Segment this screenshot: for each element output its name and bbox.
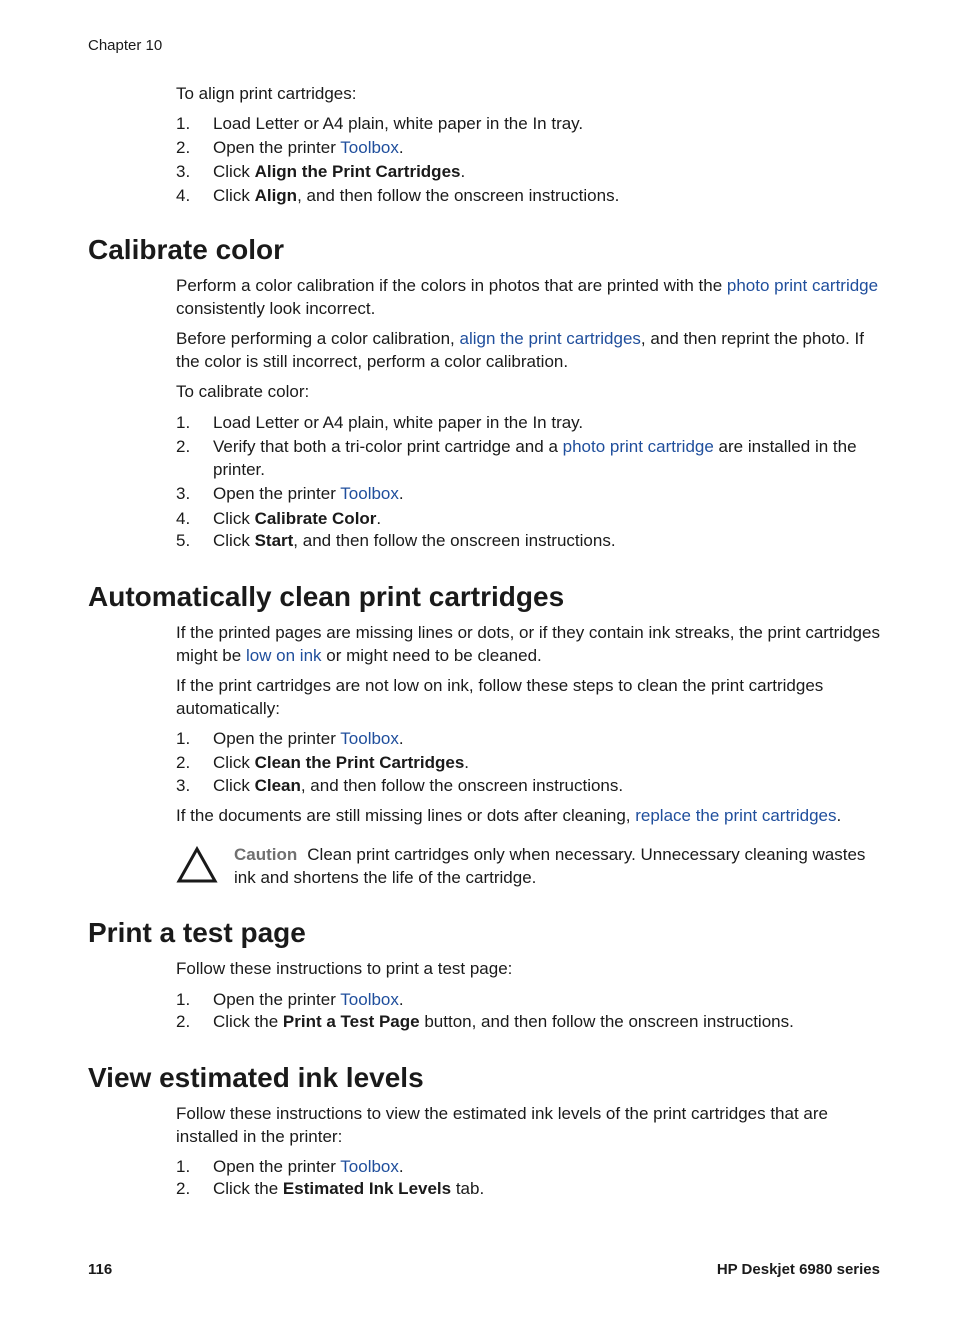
step-number: 1.: [176, 1157, 191, 1176]
toolbox-link[interactable]: Toolbox: [340, 484, 399, 503]
step-bold: Clean the Print Cartridges: [254, 753, 465, 772]
caution-label: Caution: [234, 845, 298, 864]
step-text: Open the printer: [213, 138, 341, 157]
step-text: Load Letter or A4 plain, white paper in the In tray.: [213, 413, 584, 432]
step-number: 1.: [176, 990, 191, 1009]
photo-print-cartridge-link[interactable]: photo print cartridge: [562, 437, 714, 456]
step-text-end: .: [398, 484, 404, 503]
step-number: 4.: [176, 509, 191, 528]
clean-paragraph-1: [176, 621, 886, 667]
replace-cartridges-link[interactable]: replace the print cartridges: [635, 806, 837, 825]
calibrate-intro: To calibrate color:: [176, 382, 310, 401]
step-text-end: button, and then follow the onscreen instructions.: [419, 1012, 794, 1031]
chapter-header: Chapter 10: [88, 37, 163, 54]
step-text: Open the printer: [213, 484, 341, 503]
step-text: Verify that both a tri-color print cartridge and a: [213, 437, 563, 456]
clean-paragraph-3: [176, 804, 896, 827]
product-name: HP Deskjet 6980 series: [716, 1261, 880, 1278]
step-text: Click the: [213, 1179, 283, 1198]
align-cartridges-link[interactable]: align the print cartridges: [459, 329, 641, 348]
step-text-end: .: [376, 509, 382, 528]
calibrate-heading: Calibrate color: [88, 234, 285, 265]
test-page-intro: Follow these instructions to print a test page:: [176, 959, 513, 978]
step-text: Click: [213, 776, 255, 795]
calibrate-paragraph-2: [176, 327, 886, 373]
step-text-end: are installed in the printer.: [213, 437, 857, 479]
step-text: Click: [213, 509, 255, 528]
step-number: 1.: [176, 729, 191, 748]
para-text: Before performing a color calibration,: [176, 329, 460, 348]
clean-paragraph-2: If the print cartridges are not low on ink, follow these steps to clean the print cartridges automatically:: [176, 676, 824, 718]
caution-icon: [176, 846, 218, 884]
ink-levels-intro: Follow these instructions to view the estimated ink levels of the print cartridges that are installed in the printer:: [176, 1104, 828, 1146]
step-text: Click: [213, 531, 255, 550]
para-text-end: , and then reprint the photo. If the color is still incorrect, perform a color calibration.: [176, 329, 864, 371]
para-text-end: or might need to be cleaned.: [321, 646, 542, 665]
page-number: 116: [88, 1261, 113, 1278]
step-bold: Print a Test Page: [282, 1012, 420, 1031]
step-text: Click the: [213, 1012, 283, 1031]
toolbox-link[interactable]: Toolbox: [340, 990, 399, 1009]
step-bold: Clean: [254, 776, 301, 795]
step-text-end: tab.: [451, 1179, 485, 1198]
step-bold: Align the Print Cartridges: [254, 162, 461, 181]
step-number: 5.: [176, 531, 191, 550]
toolbox-link[interactable]: Toolbox: [340, 1157, 399, 1176]
step-number: 2.: [176, 1179, 191, 1198]
photo-print-cartridge-link[interactable]: photo print cartridge: [726, 276, 879, 295]
step-text: Click: [213, 753, 255, 772]
step-text-end: .: [398, 1157, 404, 1176]
step-text: Open the printer: [213, 990, 341, 1009]
ink-levels-heading: View estimated ink levels: [88, 1062, 424, 1093]
para-text-end: consistently look incorrect.: [176, 299, 376, 318]
caution-note: [234, 843, 884, 889]
step-text-end: .: [398, 138, 404, 157]
step-text-end: , and then follow the onscreen instructions.: [293, 531, 616, 550]
test-page-heading: Print a test page: [88, 917, 306, 948]
para-text: If the documents are still missing lines or dots after cleaning,: [176, 806, 636, 825]
low-on-ink-link[interactable]: low on ink: [245, 646, 322, 665]
step-bold: Align: [254, 186, 298, 205]
step-text: Load Letter or A4 plain, white paper in the In tray.: [213, 114, 584, 133]
step-number: 2.: [176, 753, 191, 772]
step-text-end: .: [398, 729, 404, 748]
toolbox-link[interactable]: Toolbox: [340, 138, 399, 157]
align-intro: To align print cartridges:: [176, 84, 357, 103]
toolbox-link[interactable]: Toolbox: [340, 729, 399, 748]
para-text: If the printed pages are missing lines or dots, or if they contain ink streaks, the print cartridges might be: [176, 623, 880, 665]
step-bold: Calibrate Color: [254, 509, 377, 528]
step-bold: Estimated Ink Levels: [282, 1179, 452, 1198]
step-text: Open the printer: [213, 1157, 341, 1176]
step-text: Click: [213, 186, 255, 205]
step-number: 4.: [176, 186, 191, 205]
para-text-end: .: [836, 806, 842, 825]
step-bold: Start: [254, 531, 294, 550]
step-text-end: , and then follow the onscreen instructions.: [300, 776, 624, 795]
step-text-end: , and then follow the onscreen instructions.: [297, 186, 620, 205]
step-text: Open the printer: [213, 729, 341, 748]
step-text-end: .: [464, 753, 470, 772]
step-number: 2.: [176, 138, 191, 157]
step-text: Click: [213, 162, 255, 181]
clean-heading: Automatically clean print cartridges: [88, 581, 565, 612]
step-number: 3.: [176, 162, 191, 181]
step-number: 3.: [176, 484, 191, 503]
step-number: 1.: [176, 114, 191, 133]
step-number: 2.: [176, 1012, 191, 1031]
step-number: 1.: [176, 413, 191, 432]
caution-text: Clean print cartridges only when necessary. Unnecessary cleaning wastes ink and shortens the life of the cartridge.: [234, 845, 866, 887]
para-text: Perform a color calibration if the colors in photos that are printed with the: [176, 276, 727, 295]
step-number: 3.: [176, 776, 191, 795]
step-number: 2.: [176, 437, 191, 456]
step-text-end: .: [398, 990, 404, 1009]
calibrate-paragraph-1: [176, 274, 886, 320]
step-text-end: .: [460, 162, 466, 181]
